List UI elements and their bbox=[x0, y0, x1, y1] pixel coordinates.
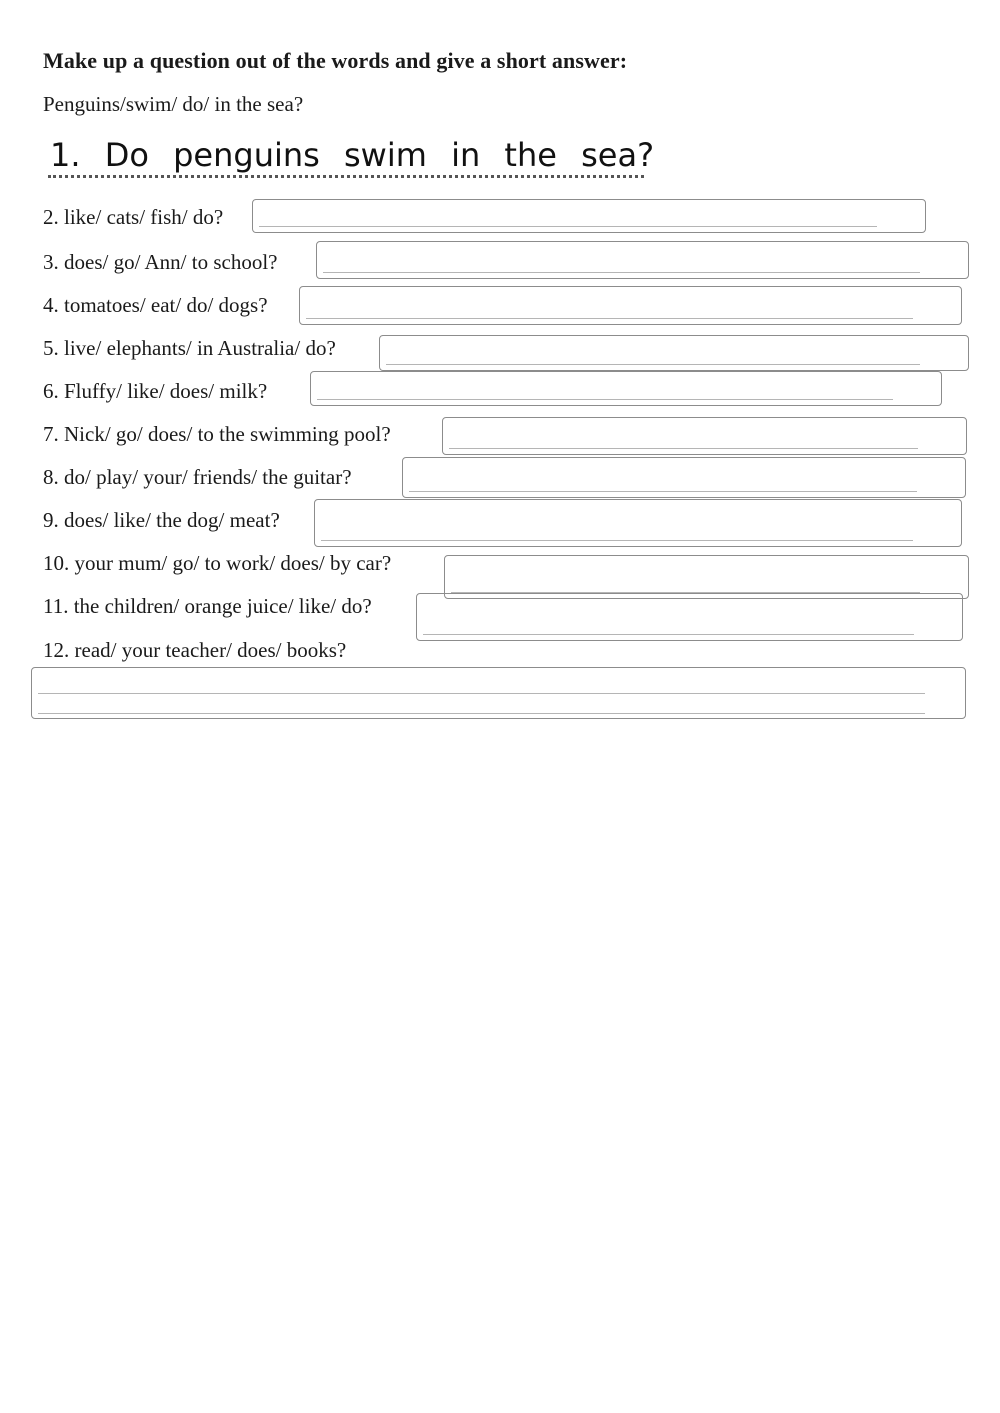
question-5-answer-box[interactable] bbox=[379, 335, 969, 371]
question-4-answer-box[interactable] bbox=[299, 286, 962, 325]
instruction-heading: Make up a question out of the words and give a short answer: bbox=[43, 48, 628, 73]
question-7-label: 7. Nick/ go/ does/ to the swimming pool? bbox=[43, 422, 391, 446]
question-4-label: 4. tomatoes/ eat/ do/ dogs? bbox=[43, 293, 268, 317]
question-6-answer-box[interactable] bbox=[310, 371, 942, 406]
question-9-answer-box[interactable] bbox=[314, 499, 962, 547]
question-3-answer-box[interactable] bbox=[316, 241, 969, 279]
question-12-answer-box[interactable] bbox=[31, 667, 966, 719]
question-8-answer-box[interactable] bbox=[402, 457, 966, 498]
question-2-label: 2. like/ cats/ fish/ do? bbox=[43, 205, 224, 229]
question-2-answer-box[interactable] bbox=[252, 199, 926, 233]
question-10-label: 10. your mum/ go/ to work/ does/ by car? bbox=[43, 551, 392, 575]
question-5-label: 5. live/ elephants/ in Australia/ do? bbox=[43, 336, 336, 360]
question-12-label: 12. read/ your teacher/ does/ books? bbox=[43, 638, 347, 662]
example-answer: 1. Do penguins swim in the sea? bbox=[50, 136, 655, 174]
example-prompt: Penguins/swim/ do/ in the sea? bbox=[43, 92, 304, 116]
question-8-label: 8. do/ play/ your/ friends/ the guitar? bbox=[43, 465, 352, 489]
question-3-label: 3. does/ go/ Ann/ to school? bbox=[43, 250, 278, 274]
example-dotted-line bbox=[48, 175, 644, 178]
question-9-label: 9. does/ like/ the dog/ meat? bbox=[43, 508, 280, 532]
question-7-answer-box[interactable] bbox=[442, 417, 967, 455]
question-11-answer-box[interactable] bbox=[416, 593, 963, 641]
question-6-label: 6. Fluffy/ like/ does/ milk? bbox=[43, 379, 268, 403]
question-11-label: 11. the children/ orange juice/ like/ do? bbox=[43, 594, 372, 618]
